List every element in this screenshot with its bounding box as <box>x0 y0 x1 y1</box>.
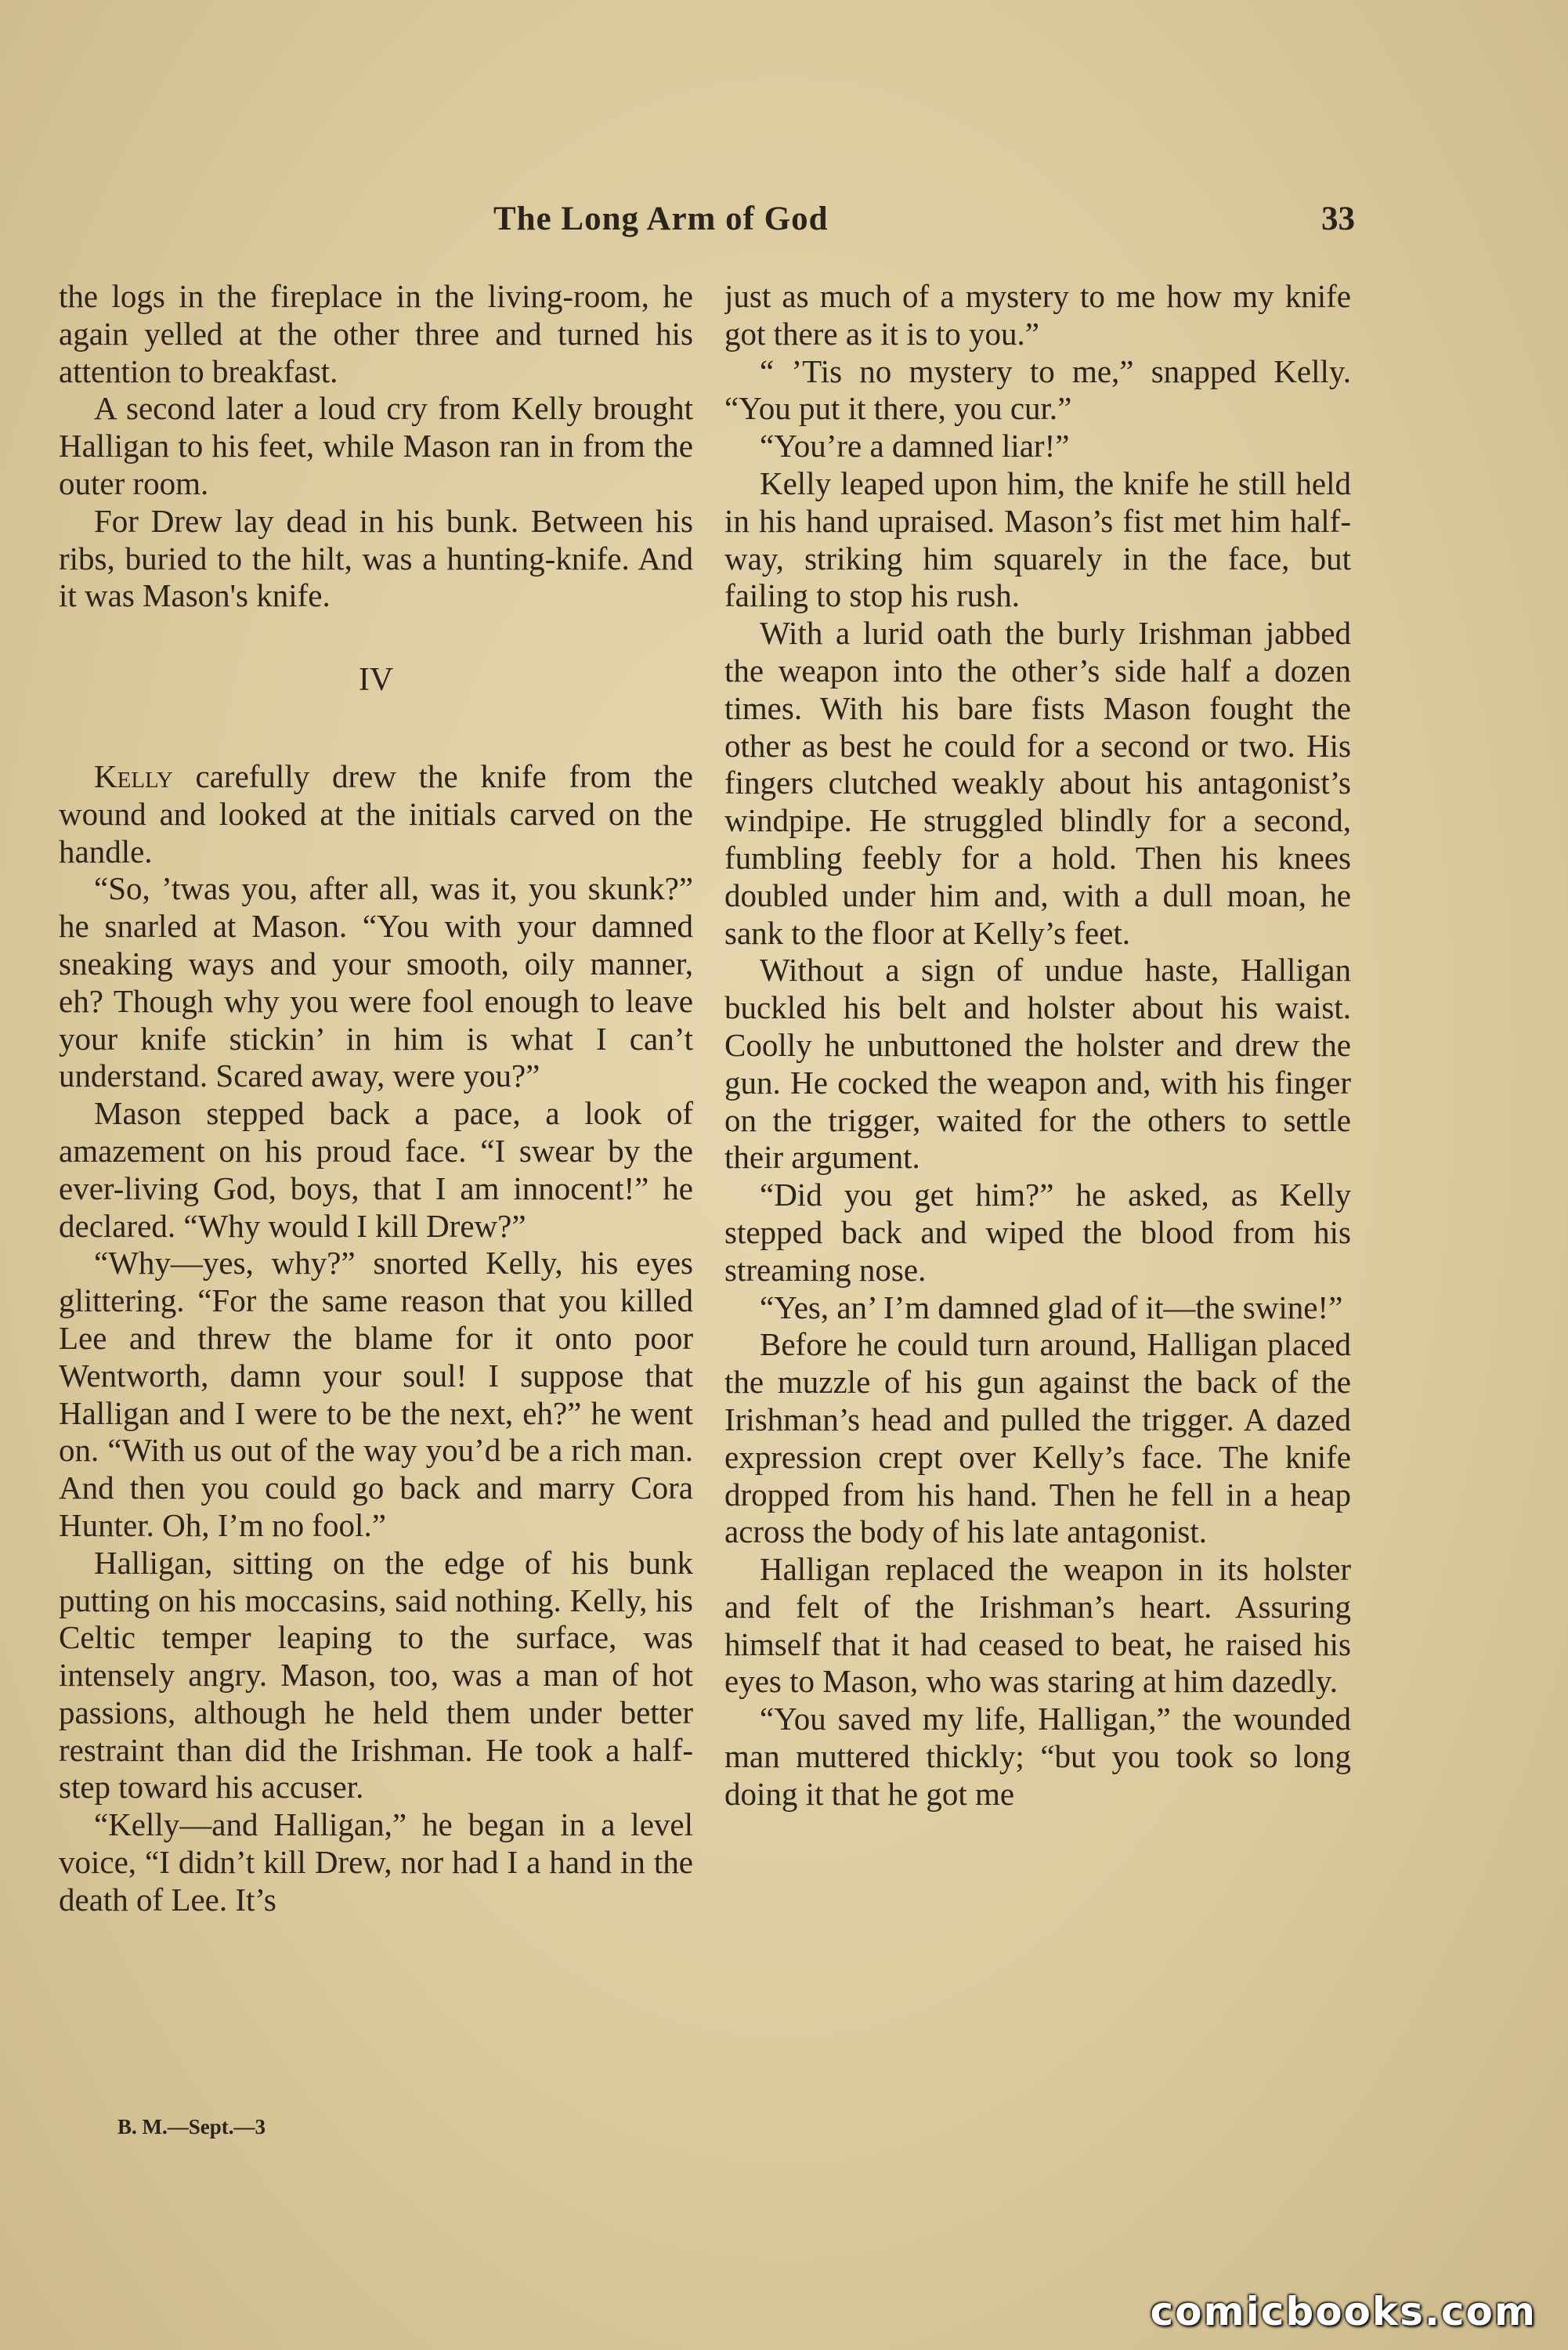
paragraph: A second later a loud cry from Kelly brought Halligan to his feet, while Mason ran in from the outer room. <box>59 390 693 501</box>
paragraph: Mason stepped back a pace, a look of amazement on his proud face. “I swear by the ever-living God, boys, that I am innocent!” he declared. “Why would I kill Drew?” <box>59 1095 693 1244</box>
paragraph: With a lurid oath the burly Irishman jabbed the weapon into the other’s side half a dozen times. With his bare fists Mason fought the other as best he could for a second or two. His fingers clutched weakly about his antagonist’s windpipe. He struggled blindly for a second, fumbling feebly for a hold. Then his knees doubled under him and, with a dull moan, he sank to the floor at Kelly’s feet. <box>724 615 1351 951</box>
paragraph: For Drew lay dead in his bunk. Between his ribs, buried to the hilt, was a hunting-knife. And it was Mason's knife. <box>59 502 693 614</box>
page-header <box>55 200 1355 247</box>
page-number: 33 <box>1321 201 1355 237</box>
paragraph: “Kelly—and Halligan,” he began in a level voice, “I didn’t kill Drew, nor had I a hand in the death of Lee. It’s <box>59 1806 693 1918</box>
signature-mark: B. M.—Sept.—3 <box>117 2115 266 2138</box>
paragraph: “Why—yes, why?” snorted Kelly, his eyes glittering. “For the same reason that you killed Lee and threw the blame for it onto poor Wentworth, damn your soul! I suppose that Halligan and I were to be the next, eh?” he went on. “With us out of the way you’d be a rich man. And then you could go back and marry Cora Hunter. Oh, I’m no fool.” <box>59 1245 693 1543</box>
lead-paragraph-text: carefully drew the knife from the wound and looked at the initials carved on the handle. <box>59 757 693 870</box>
running-title: The Long Arm of God <box>493 201 829 237</box>
paragraph: “You’re a damned liar!” <box>760 428 1070 465</box>
paragraph: Halligan, sitting on the edge of his bunk putting on his moccasins, said nothing. Kelly, his Celtic temper leaping to the surface, was intensely angry. Mason, too, was a man of hot passions, although he held them under better restraint than did the Irishman. He took a half-step toward his accuser. <box>59 1544 693 1806</box>
paragraph: “So, ’twas you, after all, was it, you skunk?” he snarled at Mason. “You with your damned sneaking ways and your smooth, oily manner, eh? Though why you were fool enough to leave your knife stickin’ in him is what I can’t understand. Scared away, were you?” <box>59 870 693 1094</box>
paragraph: “You saved my life, Halligan,” the wounded man muttered thickly; “but you took so long doing it that he got me <box>724 1701 1351 1812</box>
paragraph: Before he could turn around, Halligan placed the muzzle of his gun against the back of the Irishman’s head and pulled the trigger. A dazed expression crept over Kelly’s face. The knife dropped from his hand. Then he fell in a heap across the body of his late antagonist. <box>724 1326 1351 1550</box>
paragraph: just as much of a mystery to me how my knife got there as it is to you.” <box>724 278 1351 352</box>
right-column <box>724 278 1351 2119</box>
paragraph: Kelly leaped upon him, the knife he still held in his hand upraised. Mason’s fist met him half-way, striking him squarely in the face, but failing to stop his rush. <box>724 465 1351 614</box>
watermark: comicbooks.com <box>1150 2289 1537 2334</box>
left-column <box>59 278 693 2119</box>
paragraph: “Did you get him?” he asked, as Kelly stepped back and wiped the blood from his streaming nose. <box>724 1177 1351 1288</box>
paragraph: the logs in the fireplace in the living-room, he again yelled at the other three and turned his attention to breakfast. <box>59 278 693 389</box>
paragraph: “Yes, an’ I’m damned glad of it—the swine!” <box>760 1289 1343 1325</box>
paragraph: “ ’Tis no mystery to me,” snapped Kelly. “You put it there, you cur.” <box>724 352 1351 427</box>
paragraph <box>59 758 693 870</box>
lead-word: Kelly <box>94 757 173 794</box>
paragraph: Halligan replaced the weapon in its holster and felt of the Irishman’s heart. Assuring himself that it had ceased to beat, he raised his eyes to Mason, who was staring at him dazedly. <box>724 1551 1351 1700</box>
section-heading: IV <box>358 662 394 699</box>
paragraph: Without a sign of undue haste, Halligan buckled his belt and holster about his waist. Coolly he unbuttoned the holster and drew the gun. He cocked the weapon and, with his finger on the trigger, waited for the others to settle their argument. <box>724 952 1351 1176</box>
